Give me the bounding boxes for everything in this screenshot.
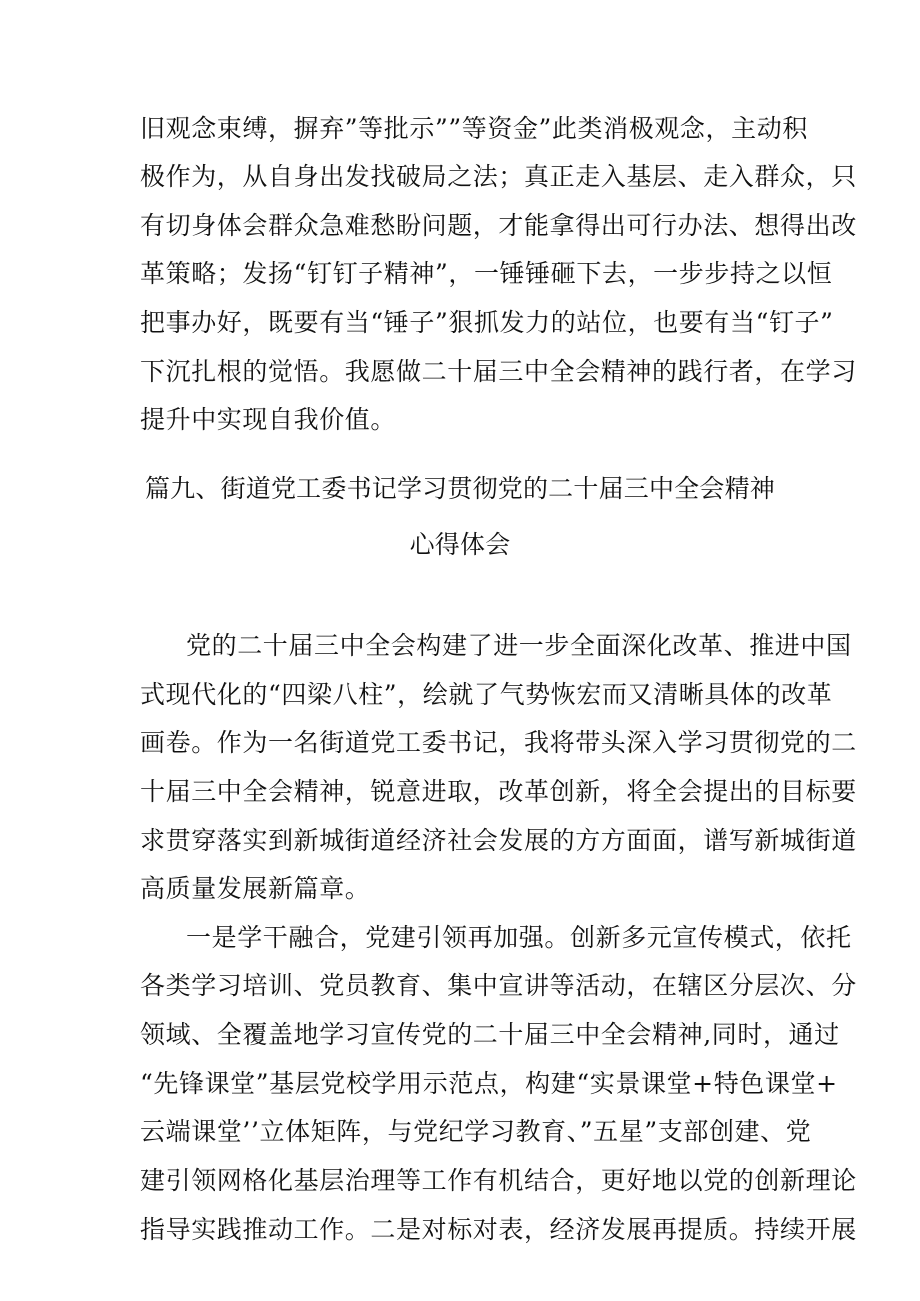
paragraph-1-line-6: 高质量发展新篇章。	[140, 874, 371, 903]
paragraph-2-line-3: 领域、全覆盖地学习宣传党的二十届三中全会精神,同时，通过	[140, 1020, 840, 1049]
paragraph-2-line-1: 一是学干融合，党建引领再加强。创新多元宣传模式，依托	[186, 923, 852, 952]
section-heading-line-1: 篇九、街道党工委书记学习贯彻党的二十届三中全会精神	[144, 474, 775, 503]
previous-section-line-7: 提升中实现自我价值。	[140, 405, 397, 434]
paragraph-2-line-6: 建引领网格化基层治理等工作有机结合，更好地以党的创新理论	[140, 1166, 857, 1195]
paragraph-1-line-3: 画卷。作为一名街道党工委书记，我将带头深入学习贯彻党的二	[140, 728, 857, 757]
paragraph-1-line-4: 十届三中全会精神，锐意进取，改革创新，将全会提出的目标要	[140, 777, 857, 806]
paragraph-1-line-2: 式现代化的“四梁八柱”，绘就了气势恢宏而又清晰具体的改革	[140, 680, 833, 709]
paragraph-2-line-2: 各类学习培训、党员教育、集中宣讲等活动，在辖区分层次、分	[140, 971, 857, 1000]
previous-section-line-1: 旧观念束缚，摒弃”等批示””等资金”此类消极观念，主动积	[140, 114, 808, 143]
previous-section-line-6: 下沉扎根的觉悟。我愿做二十届三中全会精神的践行者，在学习	[140, 357, 857, 386]
paragraph-2-line-7: 指导实践推动工作。二是对标对表，经济发展再提质。持续开展	[140, 1215, 857, 1244]
previous-section-line-5: 把事办好，既要有当“锤子”狠抓发力的站位，也要有当“钉子”	[140, 308, 834, 337]
previous-section-line-4: 革策略；发扬“钉钉子精神”，一锤锤砸下去，一步步持之以恒	[140, 259, 833, 288]
section-heading-line-2: 心得体会	[409, 530, 511, 559]
previous-section-line-3: 有切身体会群众急难愁盼问题，才能拿得出可行办法、想得出改	[140, 211, 857, 240]
paragraph-2-line-4: “先锋课堂”基层党校学用示范点，构建“实景课堂+特色课堂+	[140, 1069, 838, 1098]
paragraph-1-line-5: 求贯穿落实到新城街道经济社会发展的方方面面，谱写新城街道	[140, 826, 857, 855]
paragraph-2-line-5: 云端课堂’’立体矩阵，与党纪学习教育、”五星”支部创建、党	[140, 1117, 812, 1146]
paragraph-1-line-1: 党的二十届三中全会构建了进一步全面深化改革、推进中国	[186, 631, 852, 660]
previous-section-line-2: 极作为，从自身出发找破局之法；真正走入基层、走入群众，只	[140, 162, 857, 191]
